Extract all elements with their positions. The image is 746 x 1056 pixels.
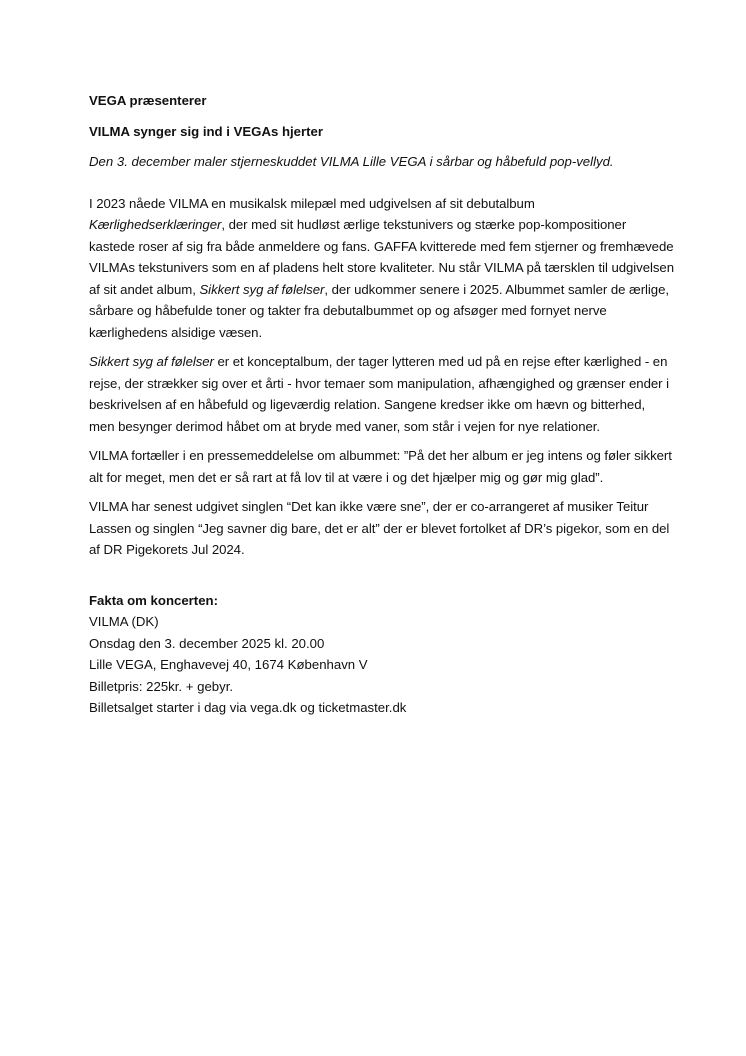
kicker: VEGA præsenterer — [89, 93, 207, 108]
paragraph-singles: VILMA har senest udgivet singlen “Det kan ikke være sne”, der er co-arrangeret af musiker Teitur Lassen og singlen “Jeg savner dig bare, det er alt” der er blevet fortolket af DR’s pigekor, som en del af DR Pigekorets Jul 2024. — [89, 499, 670, 557]
facts-artist: VILMA (DK) — [89, 614, 159, 629]
lead-paragraph: Den 3. december maler stjerneskuddet VILMA Lille VEGA i sårbar og håbefuld pop-vellyd. — [89, 154, 614, 169]
facts-date: Onsdag den 3. december 2025 kl. 20.00 — [89, 635, 325, 651]
facts-title: Fakta om koncerten: — [89, 592, 218, 608]
facts-ticket-sale: Billetsalget starter i dag via vega.dk og ticketmaster.dk — [89, 700, 407, 715]
album-title-new: Sikkert syg af følelser — [199, 281, 325, 297]
concert-facts — [89, 590, 674, 719]
paragraph-quote: VILMA fortæller i en pressemeddelelse om albummet: ”På det her album er jeg intens og føler sikkert alt for meget, men det er så rart at få lov til at være i og det hjælper mig og gør mig glad”. — [89, 448, 672, 485]
paragraph-text: I 2023 nåede VILMA en musikalsk milepæl med udgivelsen af sit debutalbum — [89, 195, 535, 211]
paragraph-concept-album — [89, 351, 674, 437]
album-title-new: Sikkert syg af følelser — [89, 354, 214, 369]
paragraph-debut-album — [89, 193, 674, 344]
paragraph-text: , der udkommer senere i 2025. Albummet samler de ærlige, sårbare og håbefulde toner og takter fra debutalbummet op og afsøger med fornyet nerve kærlighedens alsidige væsen. — [89, 281, 669, 340]
album-title-debut: Kærlighedserklæringer — [89, 217, 222, 232]
paragraph-text: , der med sit hudløst ærlige tekstunivers og stærke pop-kompositioner kastede roser af sig fra både anmeldere og fans. GAFFA kvitterede med fem stjerner og fremhævede VILMAs tekstunivers som en af pladens helt store kvaliteter. Nu står VILMA på tærsklen til udgivelsen af sit andet album, — [89, 217, 675, 297]
facts-price: Billetpris: 225kr. + gebyr. — [89, 678, 234, 694]
press-release-page — [89, 90, 674, 719]
paragraph-text: er et konceptalbum, der tager lytteren med ud på en rejse efter kærlighed - en rejse, der strækker sig over et årti - hvor temaer som manipulation, afhængighed og grænser ender i beskrivelsen af en håbefuld og ligeværdig relation. Sangene kredser ikke om hævn og bitterhed, men besynger derimod håbet om at bryde med vaner, som står i vejen for nye relationer. — [89, 354, 669, 434]
headline: VILMA synger sig ind i VEGAs hjerter — [89, 123, 324, 139]
facts-venue: Lille VEGA, Enghavevej 40, 1674 København V — [89, 657, 368, 672]
